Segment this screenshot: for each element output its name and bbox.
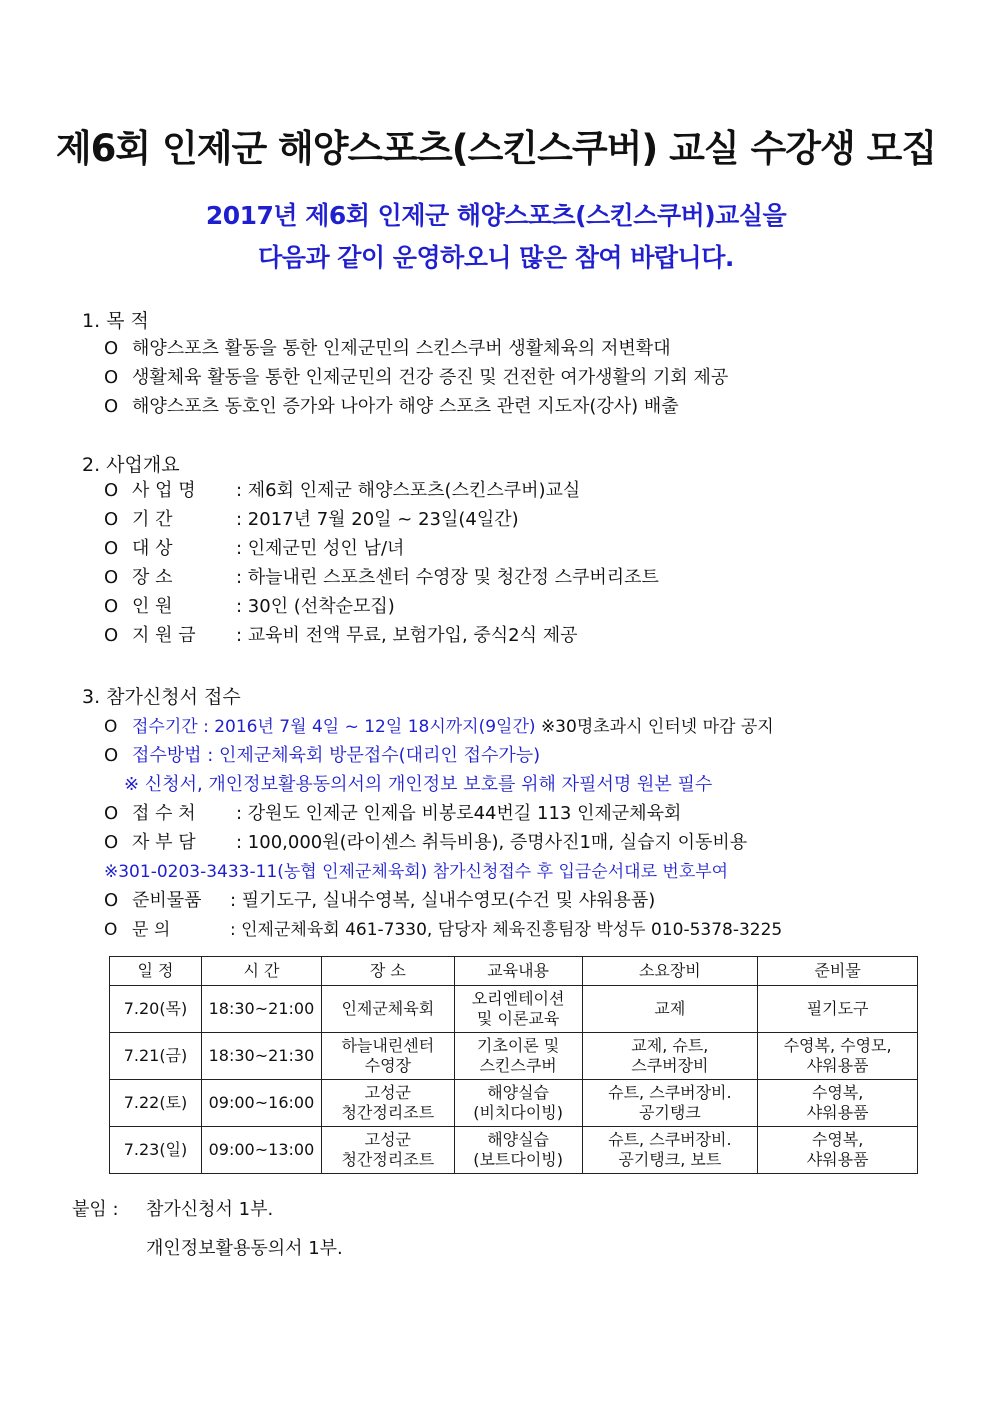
attachment-label: 붙임 : bbox=[72, 1199, 119, 1220]
place-cell: 고성군 청간정리조트 bbox=[321, 1080, 454, 1127]
equipment-cell: 슈트, 스쿠버장비. 공기탱크 bbox=[582, 1080, 758, 1127]
equipment-cell: 슈트, 스쿠버장비. 공기탱크, 보트 bbox=[582, 1127, 758, 1174]
time-cell: 18:30~21:00 bbox=[201, 986, 321, 1033]
table-row bbox=[110, 1127, 918, 1174]
section2-item: O 대 상 : 인제군민 성인 남/녀 bbox=[104, 538, 405, 559]
column-header: 일 정 bbox=[110, 957, 202, 986]
date-cell: 7.20(목) bbox=[110, 986, 202, 1033]
table-row bbox=[110, 1033, 918, 1080]
subtitle-line-1: 2017년 제6회 인제군 해양스포츠(스킨스쿠버)교실을 bbox=[205, 201, 787, 230]
section1-item: O 생활체육 활동을 통한 인제군민의 건강 증진 및 건전한 여가생활의 기회 제공 bbox=[104, 367, 729, 388]
table-header-row bbox=[110, 957, 918, 986]
date-cell: 7.21(금) bbox=[110, 1033, 202, 1080]
bullet-glyph: O bbox=[104, 338, 119, 359]
section2-heading: 2. 사업개요 bbox=[82, 454, 180, 476]
content-cell: 기초이론 및 스킨스쿠버 bbox=[454, 1033, 582, 1080]
application-office: O 접 수 처 : 강원도 인제군 인제읍 비봉로44번길 113 인제군체육회 bbox=[104, 803, 682, 824]
prep-cell: 필기도구 bbox=[758, 986, 918, 1033]
section2-item: O 지 원 금 : 교육비 전액 무료, 보험가입, 중식2식 제공 bbox=[104, 625, 578, 646]
time-cell: 18:30~21:30 bbox=[201, 1033, 321, 1080]
section2-item: O 사 업 명 : 제6회 인제군 해양스포츠(스킨스쿠버)교실 bbox=[104, 480, 581, 501]
bank-account-notice: ※301-0203-3433-11(농협 인제군체육회) 참가신청접수 후 입금순서대로 번호부여 bbox=[104, 862, 729, 882]
application-method: O 접수방법 : 인제군체육회 방문접수(대리인 접수가능) bbox=[104, 745, 541, 766]
equipment-cell: 교제, 슈트, 스쿠버장비 bbox=[582, 1033, 758, 1080]
supplies: O 준비물품 : 필기도구, 실내수영복, 실내수영모(수건 및 샤워용품) bbox=[104, 890, 656, 911]
application-period: O 접수기간 : 2016년 7월 4일 ~ 12일 18시까지(9일간) ※30명초과시 인터넷 마감 공지 bbox=[104, 717, 774, 737]
content-cell: 오리엔테이션 및 이론교육 bbox=[454, 986, 582, 1033]
column-header: 소요장비 bbox=[582, 957, 758, 986]
column-header: 준비물 bbox=[758, 957, 918, 986]
signature-notice: ※ 신청서, 개인정보활용동의서의 개인정보 보호를 위해 자필서명 원본 필수 bbox=[124, 774, 713, 795]
table-row bbox=[110, 986, 918, 1033]
section1-heading: 1. 목 적 bbox=[82, 310, 149, 332]
equipment-cell: 교제 bbox=[582, 986, 758, 1033]
date-cell: 7.22(토) bbox=[110, 1080, 202, 1127]
document-title: 제6회 인제군 해양스포츠(스킨스쿠버) 교실 수강생 모집 bbox=[55, 127, 937, 170]
content-cell: 해양실습 (비치다이빙) bbox=[454, 1080, 582, 1127]
place-cell: 하늘내린센터 수영장 bbox=[321, 1033, 454, 1080]
schedule-table bbox=[109, 956, 918, 1174]
attachment-item: 개인정보활용동의서 1부. bbox=[146, 1238, 343, 1259]
capacity-note: ※30명초과시 인터넷 마감 공지 bbox=[540, 717, 774, 737]
time-cell: 09:00~13:00 bbox=[201, 1127, 321, 1174]
place-cell: 고성군 청간정리조트 bbox=[321, 1127, 454, 1174]
time-cell: 09:00~16:00 bbox=[201, 1080, 321, 1127]
section1-item: O 해양스포츠 동호인 증가와 나아가 해양 스포츠 관련 지도자(강사) 배출 bbox=[104, 396, 679, 417]
bullet-glyph: O bbox=[104, 367, 119, 388]
section2-item: O 장 소 : 하늘내린 스포츠센터 수영장 및 청간정 스쿠버리조트 bbox=[104, 567, 659, 588]
prep-cell: 수영복, 수영모, 샤워용품 bbox=[758, 1033, 918, 1080]
prep-cell: 수영복, 샤워용품 bbox=[758, 1127, 918, 1174]
column-header: 교육내용 bbox=[454, 957, 582, 986]
prep-cell: 수영복, 샤워용품 bbox=[758, 1080, 918, 1127]
date-cell: 7.23(일) bbox=[110, 1127, 202, 1174]
column-header: 장 소 bbox=[321, 957, 454, 986]
attachment-item: 참가신청서 1부. bbox=[146, 1199, 274, 1220]
column-header: 시 간 bbox=[201, 957, 321, 986]
subtitle-line-2: 다음과 같이 운영하오니 많은 참여 바랍니다. bbox=[258, 243, 734, 272]
place-cell: 인제군체육회 bbox=[321, 986, 454, 1033]
section3-heading: 3. 참가신청서 접수 bbox=[82, 686, 241, 708]
content-cell: 해양실습 (보트다이빙) bbox=[454, 1127, 582, 1174]
contact: O 문 의 : 인제군체육회 461-7330, 담당자 체육진흥팀장 박성두 010-5378-3225 bbox=[104, 920, 783, 940]
section2-item: O 기 간 : 2017년 7월 20일 ~ 23일(4일간) bbox=[104, 509, 519, 530]
table-row bbox=[110, 1080, 918, 1127]
bullet-glyph: O bbox=[104, 396, 119, 417]
section1-item: O 해양스포츠 활동을 통한 인제군민의 스킨스쿠버 생활체육의 저변확대 bbox=[104, 338, 671, 359]
self-payment: O 자 부 담 : 100,000원(라이센스 취득비용), 증명사진1매, 실습지 이동비용 bbox=[104, 832, 748, 853]
section2-item: O 인 원 : 30인 (선착순모집) bbox=[104, 596, 395, 617]
